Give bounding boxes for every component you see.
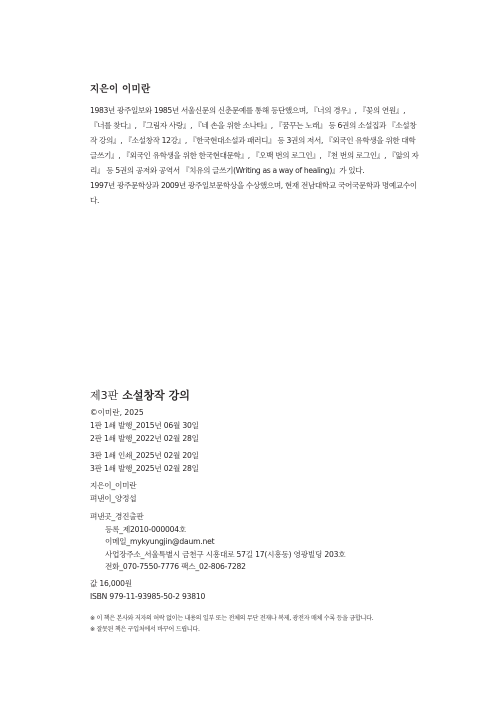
printing-history-2 xyxy=(90,450,199,475)
edition-title xyxy=(90,387,190,403)
notice-line: ※ 잘못된 책은 구입처에서 바꾸어 드립니다. xyxy=(90,626,200,633)
copyright-line: ©이미란, 2025 xyxy=(90,408,144,417)
price-isbn xyxy=(90,578,205,603)
bio-paragraph-2: 1997년 광주문학상과 2009년 광주일보문학상을 수상했으며, 현재 전남대학교 국어국문학과 명예교수이다. xyxy=(90,181,417,205)
author-heading: 지은이 이미란 xyxy=(90,84,151,95)
printing-line: 2판 1쇄 발행_2022년 02월 28일 xyxy=(90,433,199,443)
edition-label: 제3판 xyxy=(90,389,119,402)
phone-fax-line: 전화_070-7550-7776 팩스_02-806-7282 xyxy=(105,562,246,571)
publisher-name: 펴낸곳_경진출판 xyxy=(90,512,144,521)
price-line: 값 16,000원 xyxy=(90,579,132,588)
author-credit: 지은이_이미란 xyxy=(90,481,137,490)
isbn-line: ISBN 979-11-93985-50-2 93810 xyxy=(90,591,206,601)
bio-paragraph-1: 1983년 광주일보와 1985년 서울신문의 신춘문예를 통해 등단했으며, 『너의 경우』, 『꽃의 연원』, 『너를 찾다』, 『그림자 사랑』, 『네 손을 위한 소나타』, 『꿈꾸는 노래』 등 6권의 소설집과 『소설창작 강의』, 『소설창작 12강』, 『한국현대소설과 패러디』 등 3권의 저서, 『외국인 유학생을 위한 대학 글쓰기』, 『외국인 유학생을 위한 한국현대문학』, 『오백 번의 로그인』, 『천 번의 로그인』, 『앎의 자리』 등 5권의 공저와 공역서 『치유의 글쓰기(Writing as a way of healing)』가 있다. xyxy=(90,106,419,175)
book-title: 소설창작 강의 xyxy=(122,389,190,402)
email-line: 이메일_mykyungjin@daum.net xyxy=(105,537,215,546)
address-line: 사업장주소_서울특별시 금천구 시흥대로 57길 17(시흥동) 영광빌딩 203호 xyxy=(105,549,346,559)
legal-notices xyxy=(90,613,373,635)
printing-line: 3판 1쇄 인쇄_2025년 02월 20일 xyxy=(90,451,199,460)
notice-line: ※ 이 책은 본사와 저자의 허락 없이는 내용의 일부 또는 전체의 무단 전재나 복제, 광전자 매체 수록 등을 금합니다. xyxy=(90,615,374,622)
publisher-info xyxy=(90,511,345,574)
people-credits xyxy=(90,480,136,505)
printing-line: 1판 1쇄 발행_2015년 06월 30일 xyxy=(90,421,199,430)
registration-line: 등록_제2010-000004호 xyxy=(105,524,186,534)
publisher-person-credit: 펴낸이_양정섭 xyxy=(90,493,137,503)
printing-line: 3판 1쇄 발행_2025년 02월 28일 xyxy=(90,463,199,473)
printing-history-1 xyxy=(90,420,199,445)
author-bio xyxy=(90,103,420,208)
